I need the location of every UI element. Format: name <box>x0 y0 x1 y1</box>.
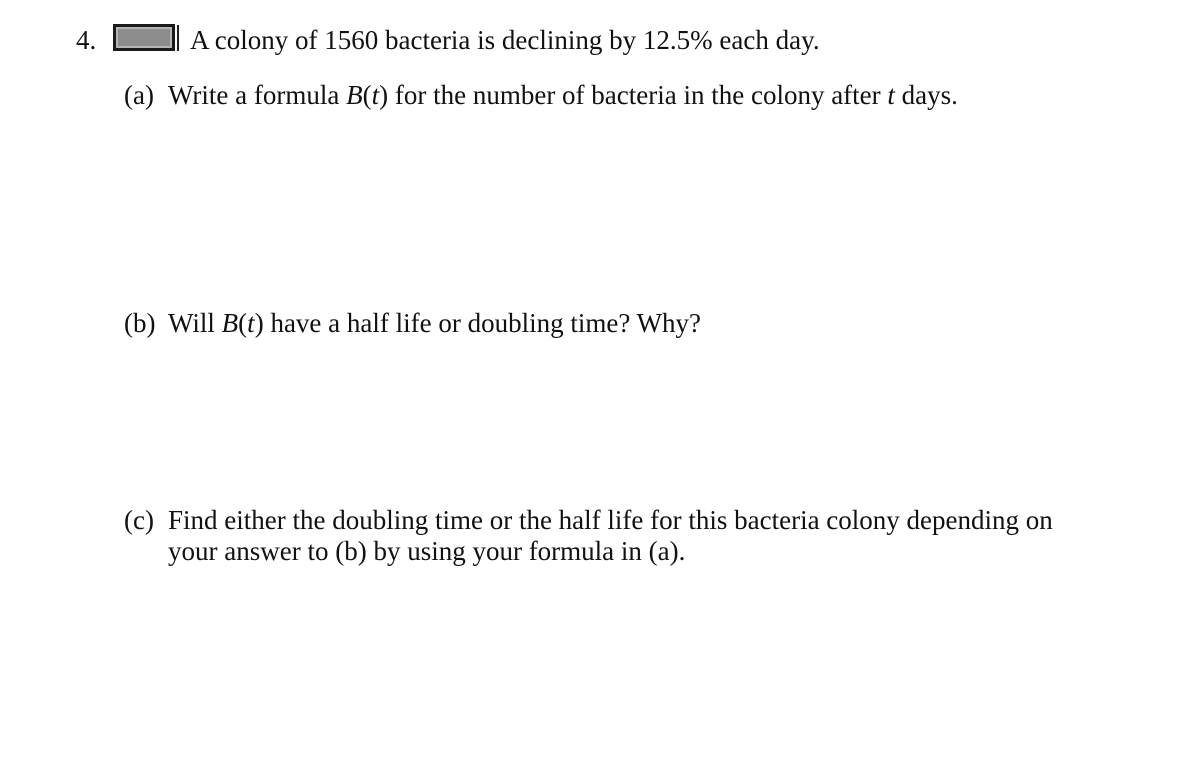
part-a-text-after: days. <box>894 80 958 110</box>
part-b-text-after: have a half life or doubling time? Why? <box>263 308 702 338</box>
part-a-text-before: Write a formula <box>168 80 347 110</box>
redacted-box-edge <box>177 25 179 51</box>
part-a-func-var: t <box>371 80 380 110</box>
part-a-var: t <box>887 80 895 110</box>
part-a-func-name: B <box>346 80 363 110</box>
part-a-label: (a) <box>124 80 154 110</box>
redacted-box <box>113 24 175 51</box>
part-b <box>124 310 701 337</box>
part-b-func-name: B <box>221 308 239 338</box>
part-c-line-2: your answer to (b) by using your formula in (a). <box>168 536 686 566</box>
part-b-func-var: t <box>247 308 255 338</box>
part-b-func-close: ) <box>254 308 264 338</box>
part-a-func-open: ( <box>362 80 372 110</box>
problem-number: 4. <box>76 25 97 55</box>
part-c <box>124 507 1053 534</box>
part-c-label: (c) <box>124 505 154 535</box>
part-a <box>124 82 958 109</box>
part-b-func-open: ( <box>238 308 248 338</box>
part-b-label: (b) <box>124 308 156 338</box>
part-a-text-mid: for the number of bacteria in the colony after <box>388 80 888 110</box>
part-a-func-close: ) <box>379 80 389 110</box>
part-b-text-before: Will <box>168 308 222 338</box>
problem-stem: A colony of 1560 bacteria is declining by 12.5% each day. <box>190 25 820 55</box>
part-c-line-1: Find either the doubling time or the half life for this bacteria colony depending on <box>168 505 1053 535</box>
